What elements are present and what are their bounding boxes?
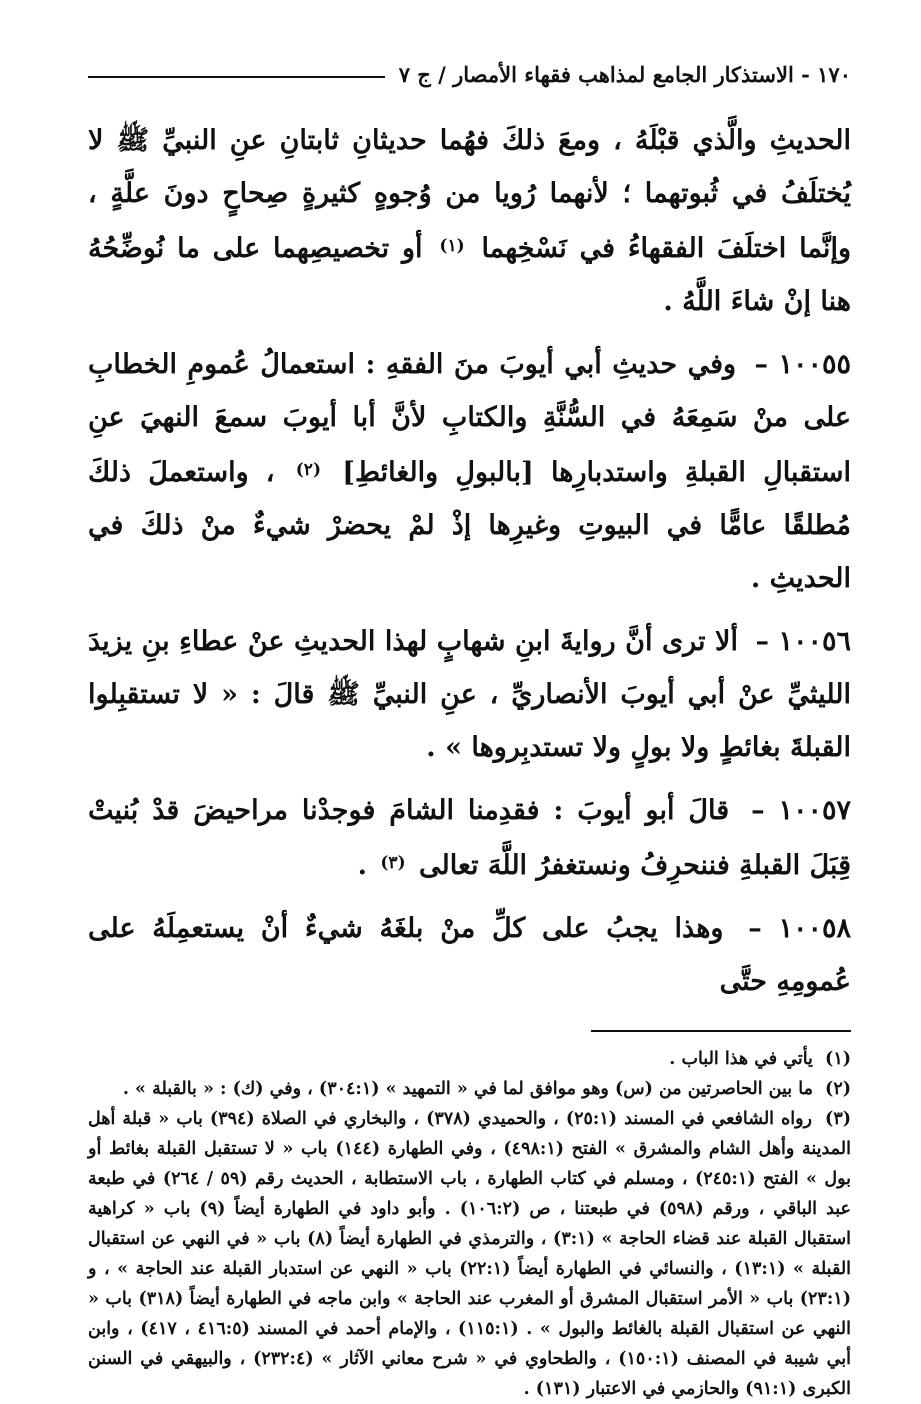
paragraph-text: وهذا يجبُ على كلِّ منْ بلغَهُ شيءٌ أنْ يستعمِلَهُ على عُمومِهِ حتَّى <box>88 913 851 997</box>
main-text <box>88 114 851 1008</box>
paragraph <box>88 338 851 605</box>
footnote-text: رواه الشافعي في المسند (٢٥:١) ، والحميدي (٣٧٨) ، والبخاري في الصلاة (٣٩٤) باب « قبلة أهل المدينة وأهل الشام والمشرق » الفتح (٤٩٨:١) ، وفي الطهارة (١٤٤) باب « لا تستقبل القبلة بغائط أو بول » الفتح (٢٤٥:١) ، ومسلم في كتاب الطهارة ، باب الاستطابة ، الحديث رقم (٥٩ / ٢٦٤) في طبعة عبد الباقي ، ورقم (٥٩٨) في طبعتنا ، ص (١٠٦:٢) . وأبو داود في الطهارة أيضاً (٩) باب « كراهية استقبال القبلة عند قضاء الحاجة » (٣:١) ، والترمذي في الطهارة أيضاً (٨) باب « في النهي عن استقبال القبلة » (١٣:١) ، والنسائي في الطهارة أيضاً (٢٢:١) باب « النهي عن استدبار القبلة عند الحاجة » ، و (٢٣:١) باب « الأمر استقبال المشرق أو المغرب عند الحاجة » وابن ماجه في الطهارة أيضاً (٣١٨) باب « النهي عن استقبال القبلة بالغائط والبول » . (١١٥:١) ، والإمام أحمد في المسند (٤١٦:٥ ، ٤١٧) ، وابن أبي شيبة في المصنف (١٥٠:١) ، والطحاوي في « شرح معاني الآثار » (٢٣٢:٤) ، والبيهقي في السنن الكبرى (٩١:١) والحازمي في الاعتبار (١٣١) . <box>88 1109 852 1399</box>
footnote <box>88 1104 851 1404</box>
footnote-ref: (٢) <box>295 460 321 480</box>
paragraph-text: قالَ أبو أيوبَ : فقدِمنا الشامَ فوجدْنا مراحيضَ قدْ بُنيتْ قِبَلَ القبلةِ فننحرِفُ ونستغفرُ اللَّهَ تعالى <box>88 795 851 881</box>
paragraph-text: الحديثِ والَّذي قبْلَهُ ، ومعَ ذلكَ فهُما حديثانِ ثابتانِ عنِ النبيِّ ﷺ لا يُختلَفُ في ثُبوتهما ؛ لأنهما رُويا من وُجوهٍ كثيرةٍ صِحاحٍ دونَ علَّةٍ ، وإنَّما اختلَفَ الفقهاءُ في نَسْخِهما <box>88 125 851 264</box>
footnote-ref: (٣) <box>380 853 406 873</box>
paragraph <box>88 902 851 1008</box>
paragraph-tail: ، واستعملَ ذلكَ مُطلقًا عامًّا في البيوتِ وغيرِها إذْ لمْ يحضرْ شيءٌ منْ ذلكَ في الحديثِ . <box>88 457 851 594</box>
running-head <box>88 52 851 96</box>
paragraph <box>88 784 851 892</box>
running-title: ١٧٠ - الاستذكار الجامع لمذاهب فقهاء الأمصار / ج ٧ <box>398 61 851 87</box>
paragraph <box>88 114 851 328</box>
paragraph-number: ١٠٠٥٥ – <box>754 349 851 380</box>
paragraph-text: ألا ترى أنَّ روايةَ ابنِ شهابٍ لهذا الحديثِ عنْ عطاءِ بنِ يزيدَ الليثيِّ عنْ أبي أيوبَ الأنصاريِّ ، عنِ النبيِّ ﷺ قالَ : « لا تستقبِلوا القبلةَ بغائطٍ ولا بولٍ ولا تستدبِروها » . <box>88 626 851 763</box>
footnote <box>88 1074 851 1104</box>
paragraph-number: ١٠٠٥٨ – <box>748 913 851 944</box>
paragraph-number: ١٠٠٥٧ – <box>751 795 851 826</box>
footnote <box>88 1044 851 1074</box>
footnote-separator <box>591 1030 851 1032</box>
footnote-number: (١) <box>825 1049 851 1069</box>
paragraph <box>88 615 851 774</box>
paragraph-tail: أو تخصيصِهما على ما نُوضِّحُهُ هنا إنْ شاءَ اللَّهُ . <box>88 233 851 317</box>
footnote-text: يأتي في هذا الباب . <box>669 1049 813 1069</box>
paragraph-number: ١٠٠٥٦ – <box>755 626 851 657</box>
paragraph-tail: . <box>357 850 367 881</box>
footnote-number: (٢) <box>825 1079 851 1099</box>
footnote-text: ما بين الحاصرتين من (س) وهو موافق لما في « التمهيد » (٣٠٤:١) ، وفي (ك) : « بالقبلة » . <box>122 1079 813 1099</box>
paragraph-text: وفي حديثِ أبي أيوبَ منَ الفقهِ : استعمالُ عُمومِ الخطابِ على منْ سَمِعَهُ في السُّنَّةِ والكتابِ لأنَّ أبا أيوبَ سمعَ النهيَ عنِ استقبالِ القبلةِ واستدبارِها [بالبولِ والغائطِ] <box>88 349 852 488</box>
footnotes <box>88 1044 851 1404</box>
header-rule <box>88 76 385 78</box>
footnote-number: (٣) <box>825 1109 851 1129</box>
footnote-ref: (١) <box>439 236 465 256</box>
